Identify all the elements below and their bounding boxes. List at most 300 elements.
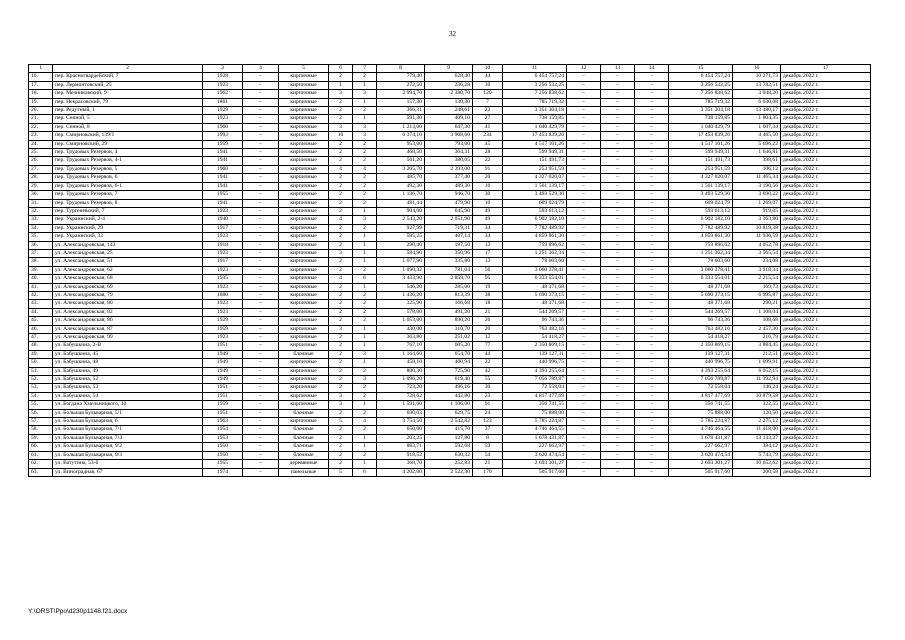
cell-owners-funds: 96 743,36	[669, 317, 733, 325]
cell-row-number: 51.	[29, 367, 53, 375]
cell-wall-material: деревянные	[279, 460, 329, 468]
cell-total-area: 585,25	[377, 233, 425, 241]
table-row	[29, 300, 871, 308]
cell-residents: 55	[473, 376, 503, 384]
cell-cost-col-13: –	[601, 249, 635, 257]
cell-planned-date: декабрь 2022 г.	[781, 443, 871, 451]
cell-living-area: 629,75	[425, 409, 473, 417]
cell-year-built: 1959	[203, 401, 243, 409]
cell-living-area: 310,70	[425, 325, 473, 333]
cell-owners-funds: 1 561 139,17	[669, 182, 733, 190]
cell-residents: 59	[473, 443, 503, 451]
cell-owners-funds: 440 996,75	[669, 359, 733, 367]
cell-cost-per-sqm: 169,73	[733, 283, 781, 291]
cell-entrances: 2	[353, 174, 377, 182]
cell-wall-material: кирпичные	[279, 182, 329, 190]
cell-address: пер. Смирновский, 29	[53, 140, 203, 148]
cell-cost-col-13: –	[601, 233, 635, 241]
cell-planned-date: декабрь 2022 г.	[781, 418, 871, 426]
cell-entrances: 1	[353, 115, 377, 123]
cell-owners-funds: 593 613,12	[669, 207, 733, 215]
cell-wall-material: кирпичные	[279, 241, 329, 249]
cell-planned-date: декабрь 2022 г.	[781, 426, 871, 434]
cell-floors: 2	[329, 443, 353, 451]
cell-cost-per-sqm: 13 480,17	[733, 107, 781, 115]
cell-residents: 54	[473, 451, 503, 459]
cell-cost-per-sqm: 1 099,91	[733, 359, 781, 367]
cell-total-area: 578,00	[377, 308, 425, 316]
cell-year-built: 1923	[203, 115, 243, 123]
cell-floors: 2	[329, 258, 353, 266]
table-row	[29, 81, 871, 89]
cell-living-area: 415,70	[425, 426, 473, 434]
cell-cost-per-sqm: 3 363,80	[733, 216, 781, 224]
cell-cost-col-14: –	[635, 115, 669, 123]
cell-total-cost: 440 996,75	[503, 359, 567, 367]
table-row	[29, 409, 871, 417]
cell-floors: 2	[329, 342, 353, 350]
cell-cost-per-sqm: 11 465,34	[733, 174, 781, 182]
cell-cost-col-14: –	[635, 107, 669, 115]
cell-total-area: 3 754,50	[377, 418, 425, 426]
cell-residents: 91	[473, 165, 503, 173]
cell-living-area: 2 380,70	[425, 90, 473, 98]
cell-total-area: 650,00	[377, 426, 425, 434]
cell-total-area: 1 164,60	[377, 350, 425, 358]
cell-living-area: 946,70	[425, 191, 473, 199]
table-row	[29, 174, 871, 182]
cell-residents: 41	[473, 123, 503, 131]
cell-owners-funds: 75 888,00	[669, 409, 733, 417]
table-row	[29, 350, 871, 358]
cell-cost-col-14: –	[635, 191, 669, 199]
cell-planned-date: декабрь 2022 г.	[781, 275, 871, 283]
cell-floors: 3	[329, 249, 353, 257]
cell-total-area: 481,44	[377, 199, 425, 207]
cell-owners-funds: 785 719,32	[669, 98, 733, 106]
cell-cost-col-13: –	[601, 241, 635, 249]
cell-owners-funds: 48 371,68	[669, 283, 733, 291]
cell-planned-date: декабрь 2022 г.	[781, 451, 871, 459]
column-number-header: 6	[329, 65, 353, 73]
cell-entrances: 1	[353, 342, 377, 350]
column-number-header: 7	[353, 65, 377, 73]
cell-year-built: 1949	[203, 359, 243, 367]
cell-cost-per-sqm: 3 884,45	[733, 342, 781, 350]
cell-living-area: 592,68	[425, 443, 473, 451]
cell-cost-col-12: –	[567, 350, 601, 358]
cell-row-number: 36.	[29, 241, 53, 249]
cell-living-area: 813,39	[425, 291, 473, 299]
cell-year-renovated: –	[243, 157, 279, 165]
cell-cost-col-13: –	[601, 317, 635, 325]
cell-planned-date: декабрь 2022 г.	[781, 266, 871, 274]
cell-year-renovated: –	[243, 401, 279, 409]
cell-cost-col-14: –	[635, 81, 669, 89]
cell-floors: 2	[329, 241, 353, 249]
cell-address: ул. Большая Бульварная, 9/3	[53, 451, 203, 459]
cell-year-built: 1941	[203, 157, 243, 165]
cell-residents: 12	[473, 334, 503, 342]
cell-total-area: 366,31	[377, 107, 425, 115]
cell-year-renovated: –	[243, 468, 279, 476]
cell-year-renovated: –	[243, 98, 279, 106]
cell-total-cost: 759 896,62	[503, 241, 567, 249]
cell-owners-funds: 759 896,62	[669, 241, 733, 249]
cell-planned-date: декабрь 2022 г.	[781, 258, 871, 266]
cell-address: ул. Бабушкина, 49	[53, 367, 203, 375]
cell-cost-col-12: –	[567, 342, 601, 350]
cell-cost-col-12: –	[567, 258, 601, 266]
cell-planned-date: декабрь 2022 г.	[781, 434, 871, 442]
cell-address: ул. Бабушкина, 53	[53, 384, 203, 392]
cell-cost-col-12: –	[567, 182, 601, 190]
cell-wall-material: блочные	[279, 350, 329, 358]
table-row	[29, 165, 871, 173]
cell-wall-material: кирпичные	[279, 376, 329, 384]
cell-living-area: 2 393,00	[425, 165, 473, 173]
cell-year-renovated: –	[243, 342, 279, 350]
cell-owners-funds: 6 333 554,01	[669, 275, 733, 283]
cell-cost-per-sqm: 120,50	[733, 409, 781, 417]
cell-year-built: 1923	[203, 249, 243, 257]
cell-owners-funds: 1 040 429,79	[669, 123, 733, 131]
table-row	[29, 325, 871, 333]
cell-living-area: 890,20	[425, 317, 473, 325]
cell-total-area: 290,40	[377, 241, 425, 249]
cell-year-renovated: –	[243, 300, 279, 308]
cell-total-area: 430,00	[377, 325, 425, 333]
cell-address: пер. Трудовых Резервов, 5	[53, 165, 203, 173]
cell-total-area: 501,20	[377, 157, 425, 165]
cell-cost-col-12: –	[567, 191, 601, 199]
cell-cost-col-12: –	[567, 90, 601, 98]
cell-cost-per-sqm: 3 565,54	[733, 249, 781, 257]
cell-year-renovated: –	[243, 149, 279, 157]
cell-year-renovated: –	[243, 224, 279, 232]
cell-floors: 3	[329, 401, 353, 409]
cell-cost-col-12: –	[567, 165, 601, 173]
cell-floors: 2	[329, 291, 353, 299]
cell-wall-material: кирпичные	[279, 418, 329, 426]
cell-residents: 16	[473, 182, 503, 190]
cell-cost-col-13: –	[601, 376, 635, 384]
cell-cost-per-sqm: 3 690,22	[733, 191, 781, 199]
table-row	[29, 451, 871, 459]
cell-floors: 5	[329, 418, 353, 426]
cell-cost-col-12: –	[567, 451, 601, 459]
housing-table-container	[28, 64, 870, 477]
cell-wall-material: кирпичные	[279, 384, 329, 392]
column-number-row	[29, 65, 871, 73]
cell-living-area: 248,61	[425, 107, 473, 115]
cell-residents: 120	[473, 90, 503, 98]
cell-year-built: 1960	[203, 123, 243, 131]
cell-cost-col-13: –	[601, 191, 635, 199]
cell-total-cost: 6 454 757,24	[503, 73, 567, 81]
cell-entrances: 4	[353, 165, 377, 173]
cell-planned-date: декабрь 2022 г.	[781, 308, 871, 316]
cell-cost-col-13: –	[601, 350, 635, 358]
cell-planned-date: декабрь 2022 г.	[781, 317, 871, 325]
cell-year-renovated: –	[243, 132, 279, 140]
cell-cost-col-14: –	[635, 434, 669, 442]
cell-residents: 34	[473, 233, 503, 241]
cell-cost-col-13: –	[601, 165, 635, 173]
cell-cost-per-sqm: 11 418,00	[733, 426, 781, 434]
cell-address: ул. Большая Бульварная, 6	[53, 418, 203, 426]
cell-living-area: 350,96	[425, 249, 473, 257]
cell-cost-per-sqm: 6 995,87	[733, 291, 781, 299]
cell-row-number: 19.	[29, 98, 53, 106]
cell-entrances: 1	[353, 334, 377, 342]
cell-address: пер. Мечниковский, 9	[53, 90, 203, 98]
cell-entrances: 2	[353, 149, 377, 157]
cell-year-renovated: –	[243, 207, 279, 215]
cell-cost-col-14: –	[635, 224, 669, 232]
cell-living-area: 380,05	[425, 157, 473, 165]
cell-floors: 2	[329, 451, 353, 459]
cell-owners-funds: 763 482,16	[669, 325, 733, 333]
cell-address: ул. Большая Бульварная, 7/1	[53, 426, 203, 434]
cell-cost-per-sqm: 10 819,38	[733, 224, 781, 232]
column-number-header: 2	[53, 65, 203, 73]
cell-cost-col-13: –	[601, 460, 635, 468]
cell-year-built: 1923	[203, 233, 243, 241]
cell-year-built: 1941	[203, 149, 243, 157]
table-row	[29, 317, 871, 325]
cell-cost-col-12: –	[567, 207, 601, 215]
cell-cost-col-12: –	[567, 434, 601, 442]
cell-cost-col-12: –	[567, 73, 601, 81]
cell-owners-funds: 3 493 529,30	[669, 191, 733, 199]
cell-cost-col-13: –	[601, 258, 635, 266]
cell-cost-col-14: –	[635, 418, 669, 426]
table-row	[29, 367, 871, 375]
cell-owners-funds: 4 393 255,64	[669, 367, 733, 375]
cell-total-cost: 7 782 489,92	[503, 224, 567, 232]
cell-living-area: 130,30	[425, 98, 473, 106]
cell-living-area: 409,10	[425, 115, 473, 123]
cell-cost-col-12: –	[567, 392, 601, 400]
cell-floors: 2	[329, 224, 353, 232]
cell-address: пер. Красногвардейский, 7	[53, 73, 203, 81]
cell-total-area: 800,30	[377, 367, 425, 375]
cell-total-area: 883,71	[377, 443, 425, 451]
cell-entrances: 2	[353, 266, 377, 274]
cell-row-number: 41.	[29, 283, 53, 291]
cell-year-built: 1993	[203, 132, 243, 140]
cell-cost-per-sqm: 13 133,27	[733, 434, 781, 442]
cell-cost-col-14: –	[635, 207, 669, 215]
cell-owners-funds: 4 859 861,30	[669, 233, 733, 241]
cell-address: пер. Трудовых Резервов, 6	[53, 174, 203, 182]
cell-living-area: 628,40	[425, 73, 473, 81]
cell-residents: 22	[473, 107, 503, 115]
cell-total-area: 3 433,90	[377, 275, 425, 283]
cell-year-renovated: –	[243, 350, 279, 358]
cell-owners-funds: 7 056 789,87	[669, 376, 733, 384]
cell-planned-date: декабрь 2022 г.	[781, 165, 871, 173]
cell-living-area: 725,90	[425, 367, 473, 375]
cell-total-area: 458,10	[377, 359, 425, 367]
cell-floors: 2	[329, 334, 353, 342]
cell-total-area: 723,20	[377, 384, 425, 392]
cell-living-area: 442,80	[425, 392, 473, 400]
cell-entrances: 1	[353, 434, 377, 442]
cell-planned-date: декабрь 2022 г.	[781, 174, 871, 182]
cell-total-area: 6 374,10	[377, 132, 425, 140]
cell-living-area: 252,83	[425, 460, 473, 468]
cell-row-number: 46.	[29, 325, 53, 333]
cell-year-renovated: –	[243, 199, 279, 207]
cell-cost-per-sqm: 200,58	[733, 468, 781, 476]
cell-address: ул. Александровская, 80	[53, 300, 203, 308]
cell-row-number: 18.	[29, 90, 53, 98]
cell-total-cost: 48 371,68	[503, 283, 567, 291]
column-number-header: 10	[473, 65, 503, 73]
cell-residents: 77	[473, 342, 503, 350]
cell-year-built: 1950	[203, 451, 243, 459]
cell-living-area: 166,68	[425, 300, 473, 308]
cell-owners-funds: 1 678 431,87	[669, 434, 733, 442]
cell-owners-funds: 1 251 362,34	[669, 249, 733, 257]
cell-living-area: 2 051,90	[425, 216, 473, 224]
cell-cost-col-14: –	[635, 199, 669, 207]
cell-total-cost: 227 662,97	[503, 443, 567, 451]
cell-cost-col-13: –	[601, 334, 635, 342]
cell-cost-col-12: –	[567, 401, 601, 409]
cell-residents: 27	[473, 115, 503, 123]
cell-total-area: 728,62	[377, 392, 425, 400]
cell-cost-per-sqm: 212,51	[733, 350, 781, 358]
cell-cost-per-sqm: 2 275,12	[733, 418, 781, 426]
cell-cost-col-12: –	[567, 468, 601, 476]
cell-cost-col-14: –	[635, 73, 669, 81]
cell-total-area: 4 202,00	[377, 468, 425, 476]
cell-entrances: 1	[353, 325, 377, 333]
cell-year-renovated: –	[243, 165, 279, 173]
cell-total-cost: 1 251 362,34	[503, 249, 567, 257]
cell-wall-material: кирпичные	[279, 300, 329, 308]
cell-wall-material: кирпичные	[279, 317, 329, 325]
column-number-header: 17	[781, 65, 871, 73]
cell-planned-date: декабрь 2022 г.	[781, 359, 871, 367]
cell-cost-col-14: –	[635, 132, 669, 140]
cell-planned-date: декабрь 2022 г.	[781, 216, 871, 224]
cell-year-built: 1949	[203, 376, 243, 384]
cell-entrances: 2	[353, 291, 377, 299]
cell-year-renovated: –	[243, 107, 279, 115]
cell-address: ул. Богдана Хмельницкого, 10	[53, 401, 203, 409]
cell-cost-col-12: –	[567, 409, 601, 417]
cell-cost-col-13: –	[601, 401, 635, 409]
cell-address: пер. Тургеневский, 7	[53, 207, 203, 215]
cell-cost-per-sqm: 108,68	[733, 317, 781, 325]
cell-cost-per-sqm: 290,21	[733, 300, 781, 308]
cell-living-area: 619,40	[425, 376, 473, 384]
cell-year-built: 1861	[203, 98, 243, 106]
cell-planned-date: декабрь 2022 г.	[781, 233, 871, 241]
cell-cost-col-13: –	[601, 434, 635, 442]
cell-planned-date: декабрь 2022 г.	[781, 367, 871, 375]
cell-row-number: 23.	[29, 132, 53, 140]
cell-wall-material: кирпичные	[279, 334, 329, 342]
cell-total-cost: 1 561 139,17	[503, 182, 567, 190]
cell-total-cost: 2 693 301,27	[503, 460, 567, 468]
cell-year-built: 1950	[203, 443, 243, 451]
cell-total-cost: 5 785 224,87	[503, 418, 567, 426]
cell-cost-col-14: –	[635, 233, 669, 241]
cell-residents: 95	[473, 275, 503, 283]
cell-entrances: 3	[353, 90, 377, 98]
cell-cost-col-14: –	[635, 275, 669, 283]
table-row	[29, 123, 871, 131]
cell-cost-col-13: –	[601, 115, 635, 123]
cell-floors: 2	[329, 350, 353, 358]
cell-total-area: 1 053,00	[377, 317, 425, 325]
cell-address: пер. Смирновский, 139/1	[53, 132, 203, 140]
cell-cost-col-12: –	[567, 426, 601, 434]
cell-address: пер. Редутный, 1	[53, 107, 203, 115]
cell-year-renovated: –	[243, 191, 279, 199]
cell-cost-col-12: –	[567, 266, 601, 274]
cell-entrances: 1	[353, 207, 377, 215]
cell-floors: 2	[329, 426, 353, 434]
cell-year-built: 1955	[203, 460, 243, 468]
cell-residents: 234	[473, 132, 503, 140]
cell-floors: 2	[329, 434, 353, 442]
table-row	[29, 199, 871, 207]
cell-floors: 2	[329, 233, 353, 241]
cell-address: ул. Александровская, 99	[53, 334, 203, 342]
cell-cost-col-14: –	[635, 216, 669, 224]
cell-cost-per-sqm: 6 052,15	[733, 367, 781, 375]
cell-year-built: 1949	[203, 350, 243, 358]
cell-year-renovated: –	[243, 174, 279, 182]
table-row	[29, 258, 871, 266]
table-row	[29, 468, 871, 476]
cell-owners-funds: 3 351 304,18	[669, 107, 733, 115]
table-row	[29, 434, 871, 442]
cell-floors: 5	[329, 468, 353, 476]
cell-year-built: 1928	[203, 73, 243, 81]
cell-row-number: 45.	[29, 317, 53, 325]
cell-cost-per-sqm: 234,08	[733, 258, 781, 266]
cell-address: пер. Сенной, 5	[53, 115, 203, 123]
cell-entrances: 2	[353, 426, 377, 434]
cell-cost-col-13: –	[601, 342, 635, 350]
cell-residents: 91	[473, 401, 503, 409]
cell-planned-date: декабрь 2022 г.	[781, 468, 871, 476]
cell-row-number: 27.	[29, 165, 53, 173]
cell-owners-funds: 356 741,55	[669, 401, 733, 409]
cell-year-built: 1955	[203, 191, 243, 199]
cell-row-number: 53.	[29, 384, 53, 392]
cell-address: пер. Трудовых Резервов, 8	[53, 199, 203, 207]
cell-cost-col-14: –	[635, 342, 669, 350]
cell-wall-material: кирпичные	[279, 249, 329, 257]
cell-cost-col-13: –	[601, 359, 635, 367]
cell-entrances: 1	[353, 359, 377, 367]
cell-cost-col-14: –	[635, 460, 669, 468]
cell-entrances: 1	[353, 233, 377, 241]
cell-cost-per-sqm: 10 879,58	[733, 392, 781, 400]
cell-year-renovated: –	[243, 241, 279, 249]
cell-planned-date: декабрь 2022 г.	[781, 334, 871, 342]
cell-year-built: 1923	[203, 266, 243, 274]
cell-year-built: 1949	[203, 367, 243, 375]
